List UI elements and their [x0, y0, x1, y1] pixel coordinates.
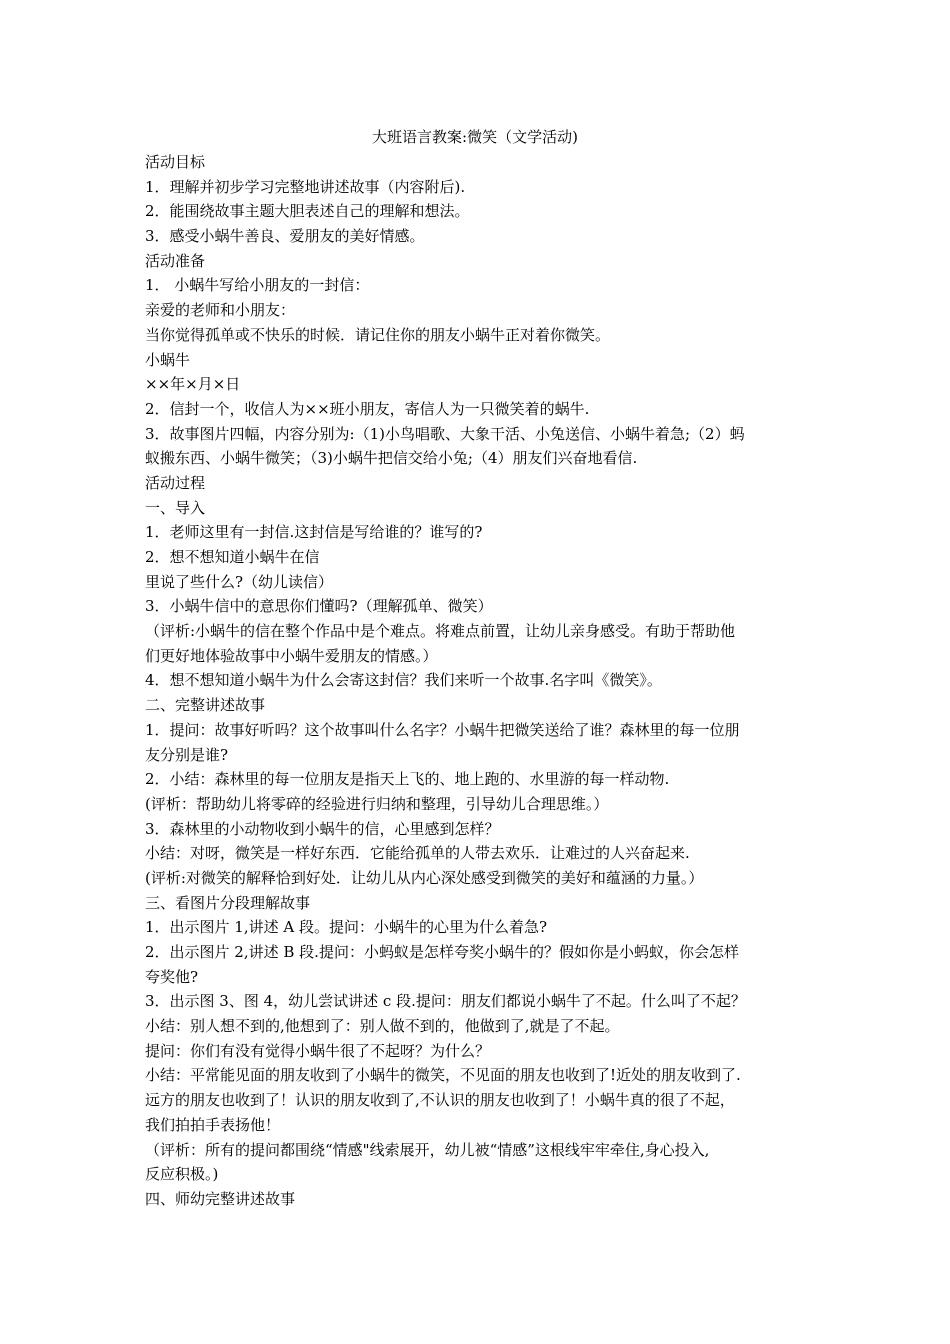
- text-line: 小蜗牛: [145, 350, 191, 369]
- text-line: 四、师幼完整讲述故事: [145, 1189, 296, 1208]
- text-line: 3．小蜗牛信中的意思你们懂吗?（理解孤单、微笑）: [145, 597, 493, 616]
- text-line: 3．出示图 3、图 4，幼儿尝试讲述 c 段.提问：朋友们都说小蜗牛了不起。什么叫了不起？: [145, 992, 746, 1011]
- text-line: 2．小结：森林里的每一位朋友是指天上飞的、地上跑的、水里游的每一样动物.: [145, 770, 670, 789]
- text-line: 友分别是谁?: [145, 745, 229, 764]
- text-line: 反应积极。): [145, 1165, 219, 1184]
- text-line: 1．提问：故事好听吗？这个故事叫什么名字？小蜗牛把微笑送给了谁？森林里的每一位朋: [145, 720, 740, 739]
- text-line: 小结：对呀，微笑是一样好东西．它能给孤单的人带去欢乐．让难过的人兴奋起来.: [145, 844, 690, 863]
- text-line: 3．森林里的小动物收到小蜗牛的信，心里感到怎样？: [145, 819, 500, 838]
- text-line: 1． 小蜗牛写给小朋友的一封信：: [145, 276, 370, 295]
- text-line: 里说了些什么?（幼儿读信）: [145, 572, 334, 591]
- text-line: 夸奖他?: [145, 967, 199, 986]
- text-line: 2．想不想知道小蜗牛在信: [145, 548, 320, 566]
- text-line: (评析：帮助幼儿将零碎的经验进行归纳和整理，引导幼儿合理思维。）: [145, 794, 609, 813]
- text-line: ××年×月×日: [145, 375, 241, 394]
- text-line: 远方的朋友也收到了！认识的朋友收到了,不认识的朋友也收到了！小蜗牛真的很了不起，: [145, 1091, 735, 1110]
- text-line: 亲爱的老师和小朋友：: [145, 301, 296, 320]
- text-line: 1．出示图片 1,讲述 A 段。提问：小蜗牛的心里为什么着急?: [145, 918, 548, 937]
- text-line: 小结：别人想不到的,他想到了：别人做不到的，他做到了,就是了不起。: [145, 1017, 620, 1036]
- text-line: 2．出示图片 2,讲述 B 段.提问：小蚂蚁是怎样夸奖小蜗牛的？假如你是小蚂蚁，你会怎样: [145, 943, 739, 961]
- document-body: [145, 150, 817, 1212]
- text-line: 提问：你们有没有觉得小蜗牛很了不起呀？为什么？: [145, 1041, 491, 1060]
- text-line: 2．能围绕故事主题大胆表述自己的理解和想法。: [145, 202, 470, 221]
- text-line: 们更好地体验故事中小蜗牛爱朋友的情感。）: [145, 646, 438, 665]
- text-line: 蚁搬东西、小蜗牛微笑；（3)小蜗牛把信交给小兔;（4）朋友们兴奋地看信.: [145, 449, 638, 468]
- text-line: 二、完整讲述故事: [145, 696, 266, 715]
- text-line: 2．信封一个，收信人为××班小朋友，寄信人为一只微笑着的蜗牛.: [145, 399, 590, 418]
- text-line: 当你觉得孤单或不快乐的时候．请记住你的朋友小蜗牛正对着你微笑。: [145, 325, 611, 344]
- text-line: （评析：所有的提问都围绕“情感"线索展开，幼儿被“情感”这根线牢牢牵住,身心投入,: [145, 1140, 710, 1159]
- text-line: 3．故事图片四幅，内容分别为:（1)小鸟唱歌、大象干活、小兔送信、小蜗牛着急;（2）蚂: [145, 424, 745, 443]
- text-line: 3．感受小蜗牛善良、爱朋友的美好情感。: [145, 227, 425, 246]
- text-line: 活动过程: [145, 473, 206, 492]
- document-title: 大班语言教案:微笑（文学活动): [372, 128, 578, 146]
- text-line: 1．理解并初步学习完整地讲述故事（内容附后).: [145, 177, 466, 196]
- text-line: 三、看图片分段理解故事: [145, 893, 311, 912]
- text-line: 4．想不想知道小蜗牛为什么会寄这封信？我们来听一个故事.名字叫《微笑》。: [145, 671, 662, 690]
- text-line: 活动准备: [145, 251, 206, 270]
- text-line: 1．老师这里有一封信.这封信是写给谁的？谁写的?: [145, 523, 483, 542]
- text-line: (评析:对微笑的解释恰到好处．让幼儿从内心深处感受到微笑的美好和蕴涵的力量。）: [145, 868, 704, 887]
- text-line: （评析:小蜗牛的信在整个作品中是个难点。将难点前置，让幼儿亲身感受。有助于帮助他: [145, 622, 736, 641]
- text-line: 我们拍拍手表扬他！: [145, 1115, 281, 1134]
- text-line: 小结：平常能见面的朋友收到了小蜗牛的微笑，不见面的朋友也收到了!近处的朋友收到了.: [145, 1066, 741, 1085]
- text-line: 活动目标: [145, 153, 206, 171]
- text-line: 一、导入: [145, 498, 206, 517]
